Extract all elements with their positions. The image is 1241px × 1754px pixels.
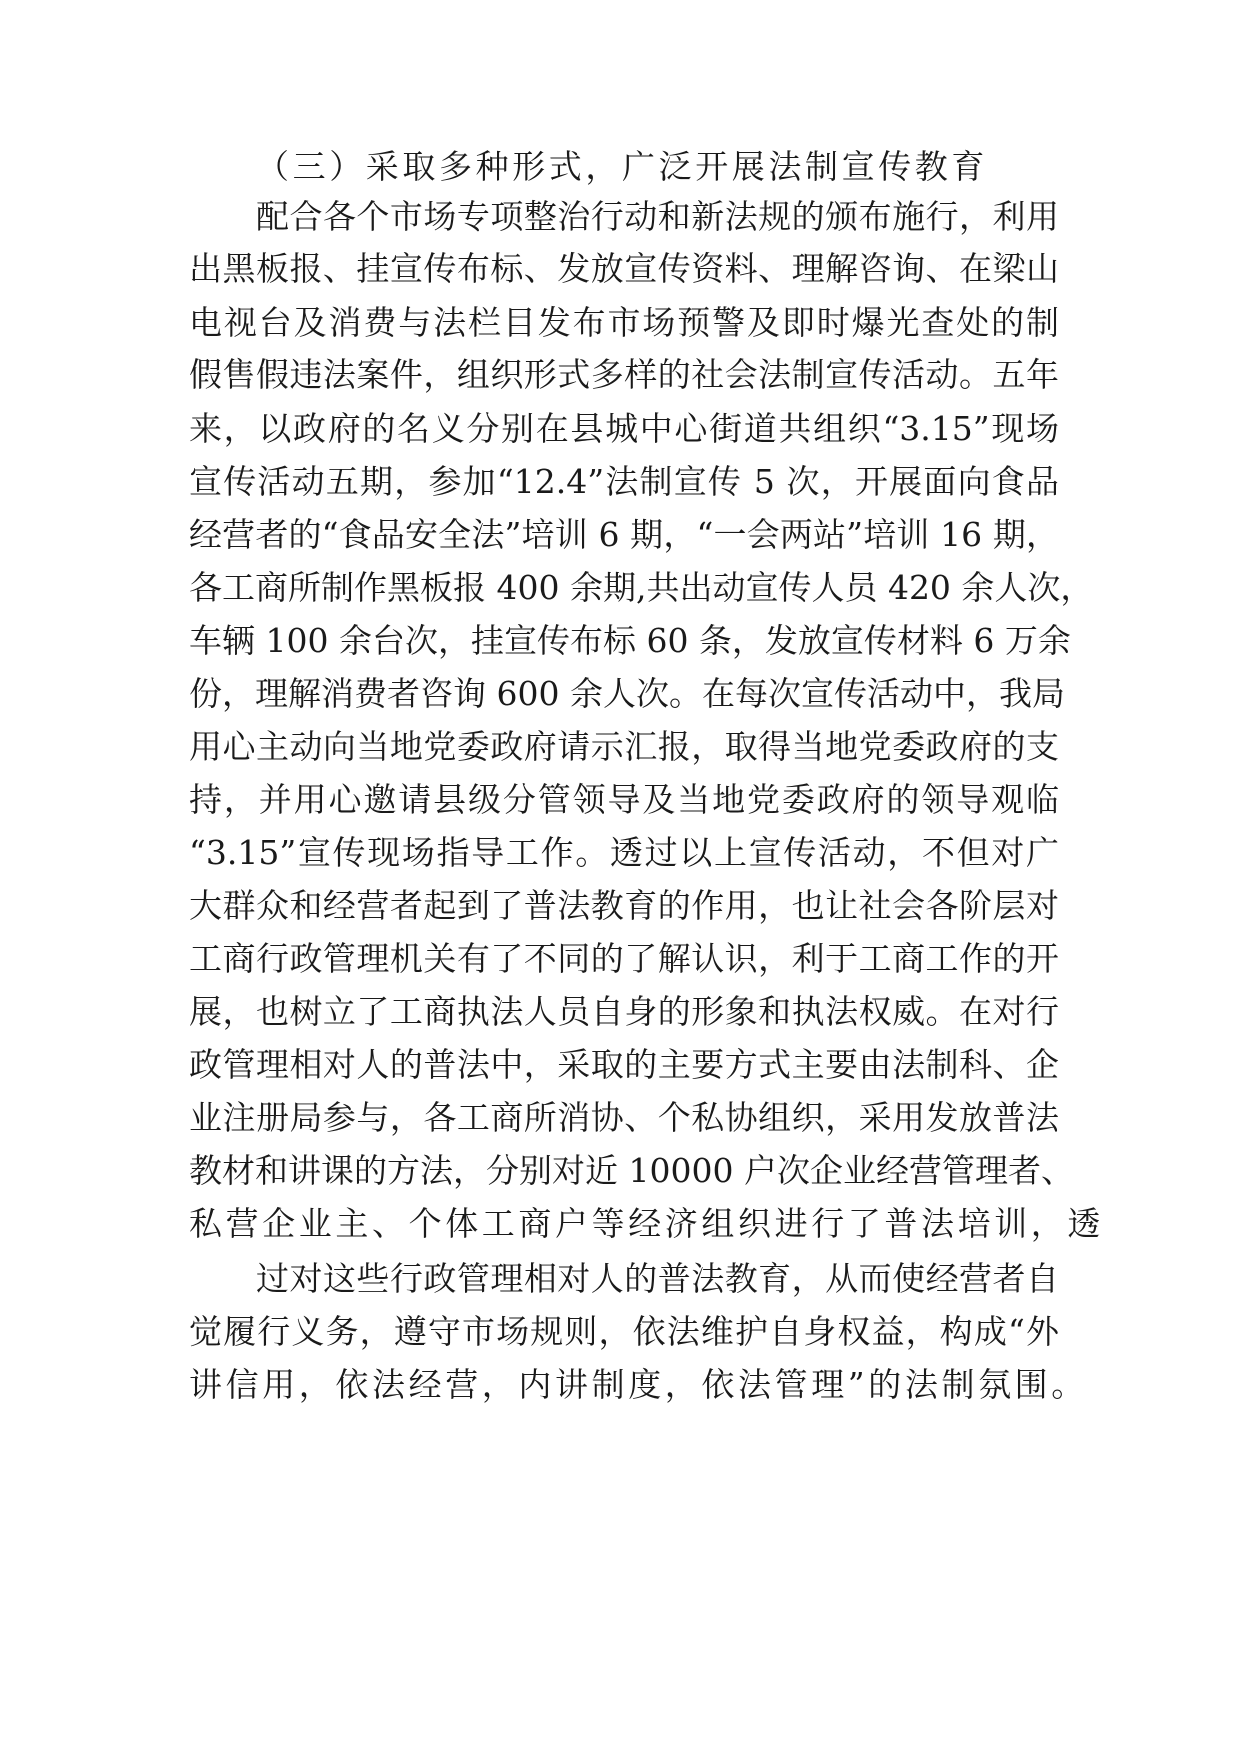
- paragraph-line: 教材和讲课的方法，分别对近 10000 户次企业经营管理者、: [189, 1151, 1074, 1190]
- paragraph-line: 过对这些行政管理相对人的普法教育，从而使经营者自: [256, 1259, 1059, 1298]
- paragraph-line: 大群众和经营者起到了普法教育的作用，也让社会各阶层对: [189, 886, 1059, 925]
- paragraph-line: 份，理解消费者咨询 600 余人次。在每次宣传活动中，我局: [189, 674, 1065, 713]
- paragraph-line: “3.15”宣传现场指导工作。透过以上宣传活动，不但对广: [189, 833, 1059, 872]
- section-heading: （三）采取多种形式，广泛开展法制宣传教育: [256, 147, 988, 186]
- paragraph-line: 私营企业主、个体工商户等经济组织进行了普法培训，透: [189, 1204, 1104, 1243]
- paragraph-line: 来，以政府的名义分别在县城中心街道共组织“3.15”现场: [189, 409, 1059, 448]
- paragraph-line: 宣传活动五期，参加“12.4”法制宣传 5 次，开展面向食品: [189, 462, 1059, 501]
- paragraph-line: 持，并用心邀请县级分管领导及当地党委政府的领导观临: [189, 780, 1059, 819]
- paragraph-line: 工商行政管理机关有了不同的了解认识，利于工商工作的开: [189, 939, 1059, 978]
- paragraph-line: 假售假违法案件，组织形式多样的社会法制宣传活动。五年: [189, 355, 1059, 394]
- paragraph-line: 电视台及消费与法栏目发布市场预警及即时爆光查处的制: [189, 303, 1059, 342]
- paragraph-line: 车辆 100 余台次，挂宣传布标 60 条，发放宣传材料 6 万余: [189, 621, 1071, 660]
- paragraph-line: 政管理相对人的普法中，采取的主要方式主要由法制科、企: [189, 1045, 1059, 1084]
- paragraph-line: 经营者的“食品安全法”培训 6 期，“一会两站”培训 16 期，: [189, 515, 1059, 554]
- paragraph-line: 业注册局参与，各工商所消协、个私协组织，采用发放普法: [189, 1098, 1059, 1137]
- paragraph-line: 讲信用，依法经营，内讲制度，依法管理”的法制氛围。: [189, 1365, 1088, 1404]
- paragraph-line: 各工商所制作黑板报 400 余期,共出动宣传人员 420 余人次，: [189, 568, 1094, 607]
- paragraph-line: 展，也树立了工商执法人员自身的形象和执法权威。在对行: [189, 992, 1059, 1031]
- paragraph-line: 用心主动向当地党委政府请示汇报，取得当地党委政府的支: [189, 727, 1059, 766]
- paragraph-line: 觉履行义务，遵守市场规则，依法维护自身权益，构成“外: [189, 1312, 1059, 1351]
- paragraph-line: 出黑板报、挂宣传布标、发放宣传资料、理解咨询、在梁山: [189, 249, 1059, 288]
- paragraph-line: 配合各个市场专项整治行动和新法规的颁布施行，利用: [256, 197, 1059, 236]
